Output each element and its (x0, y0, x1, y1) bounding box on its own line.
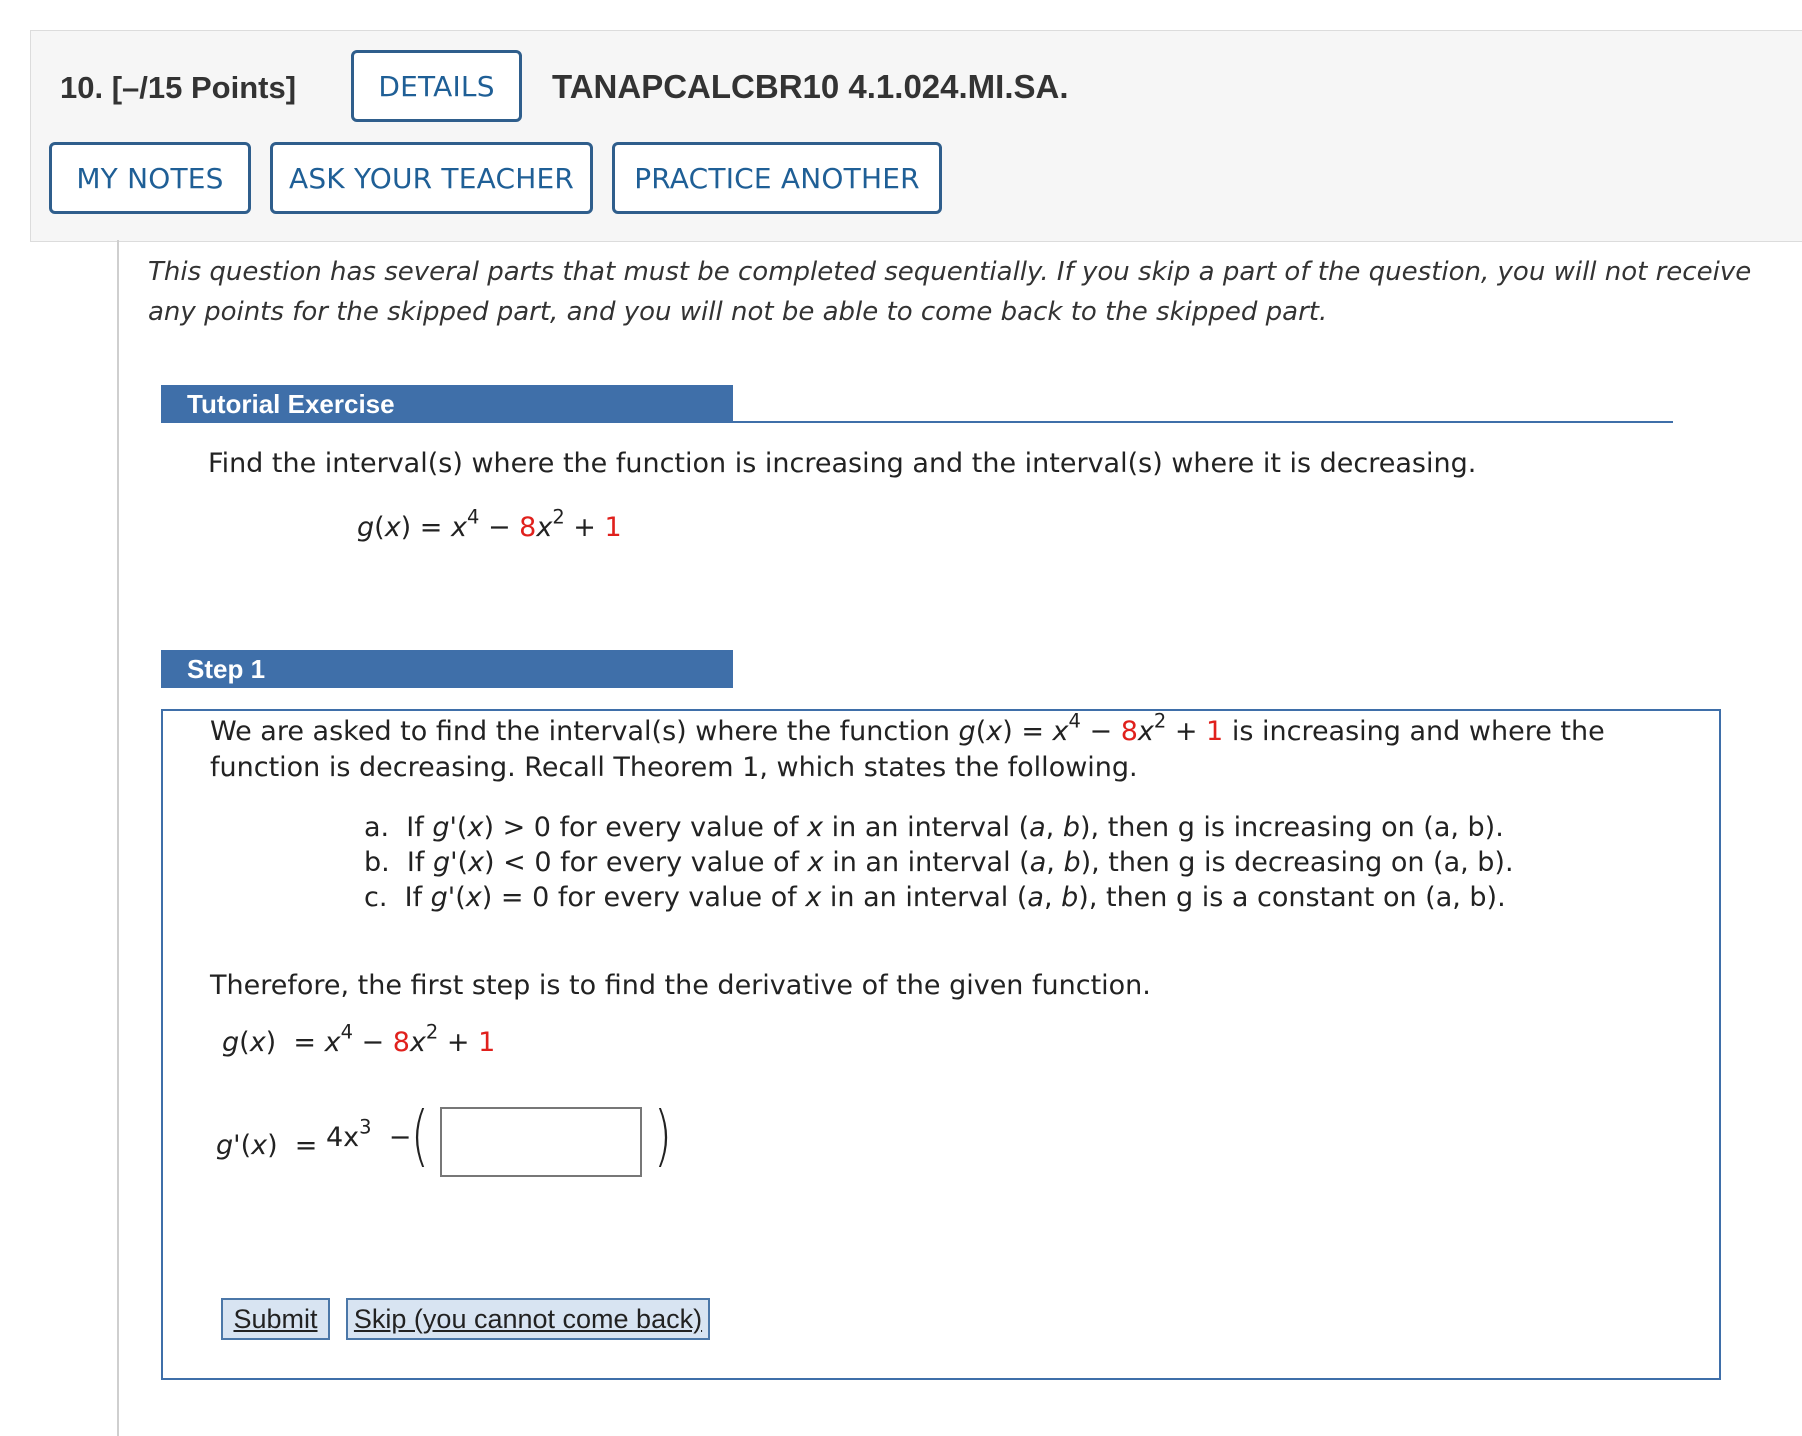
sequential-notice: This question has several parts that must be completed sequentially. If you skip a part of the question, you will not receive any points for the skipped part, and you will not be able to come back to the skipped part. (148, 257, 1752, 327)
step1-intro: We are asked to find the interval(s) where the function $g(x) = x^4 - 8x^2 + 1$ is increasing and where the function is decreasing. Recall Theorem 1, which states the following. (210, 709, 1605, 783)
left-parenthesis: ( (410, 1097, 429, 1174)
submit-button[interactable]: Submit (221, 1298, 330, 1340)
question-code: TANAPCALCBR10 4.1.024.MI.SA. (552, 68, 1069, 105)
ask-your-teacher-button[interactable]: ASK YOUR TEACHER (270, 142, 593, 214)
derivative-lhs: g'(x) = (216, 1130, 318, 1161)
function-definition: $g(x) = x^4 - 8x^2 + 1$ (357, 505, 622, 543)
tutorial-exercise-heading: Tutorial Exercise (161, 385, 733, 423)
theorem-item-b: b. If g'(x) < 0 for every value of x in an interval (a, b), then g is decreasing on (a, b). (364, 847, 1514, 878)
tutorial-prompt: Find the interval(s) where the function is increasing and the interval(s) where it is decreasing. (208, 448, 1477, 479)
question-number-points: 10. [–/15 Points] (60, 70, 297, 105)
right-parenthesis: ) (653, 1097, 672, 1174)
left-rule (117, 240, 119, 1436)
tutorial-heading-rule (733, 421, 1673, 423)
theorem-item-a: a. If g'(x) > 0 for every value of x in an interval (a, b), then g is increasing on (a, b). (364, 812, 1504, 843)
step1-heading: Step 1 (161, 650, 733, 688)
theorem-item-c: c. If g'(x) = 0 for every value of x in an interval (a, b), then g is a constant on (a, b). (364, 882, 1506, 913)
skip-button[interactable]: Skip (you cannot come back) (346, 1298, 710, 1340)
my-notes-button[interactable]: MY NOTES (49, 142, 251, 214)
given-function: $g(x) = x^4 - 8x^2 + 1$ (222, 1020, 496, 1058)
derivative-known-term: $4x^3$ − (326, 1115, 412, 1153)
practice-another-button[interactable]: PRACTICE ANOTHER (612, 142, 942, 214)
details-button[interactable]: DETAILS (351, 50, 522, 122)
derivative-answer-input[interactable] (440, 1107, 642, 1177)
step1-therefore: Therefore, the first step is to find the derivative of the given function. (210, 970, 1151, 1001)
